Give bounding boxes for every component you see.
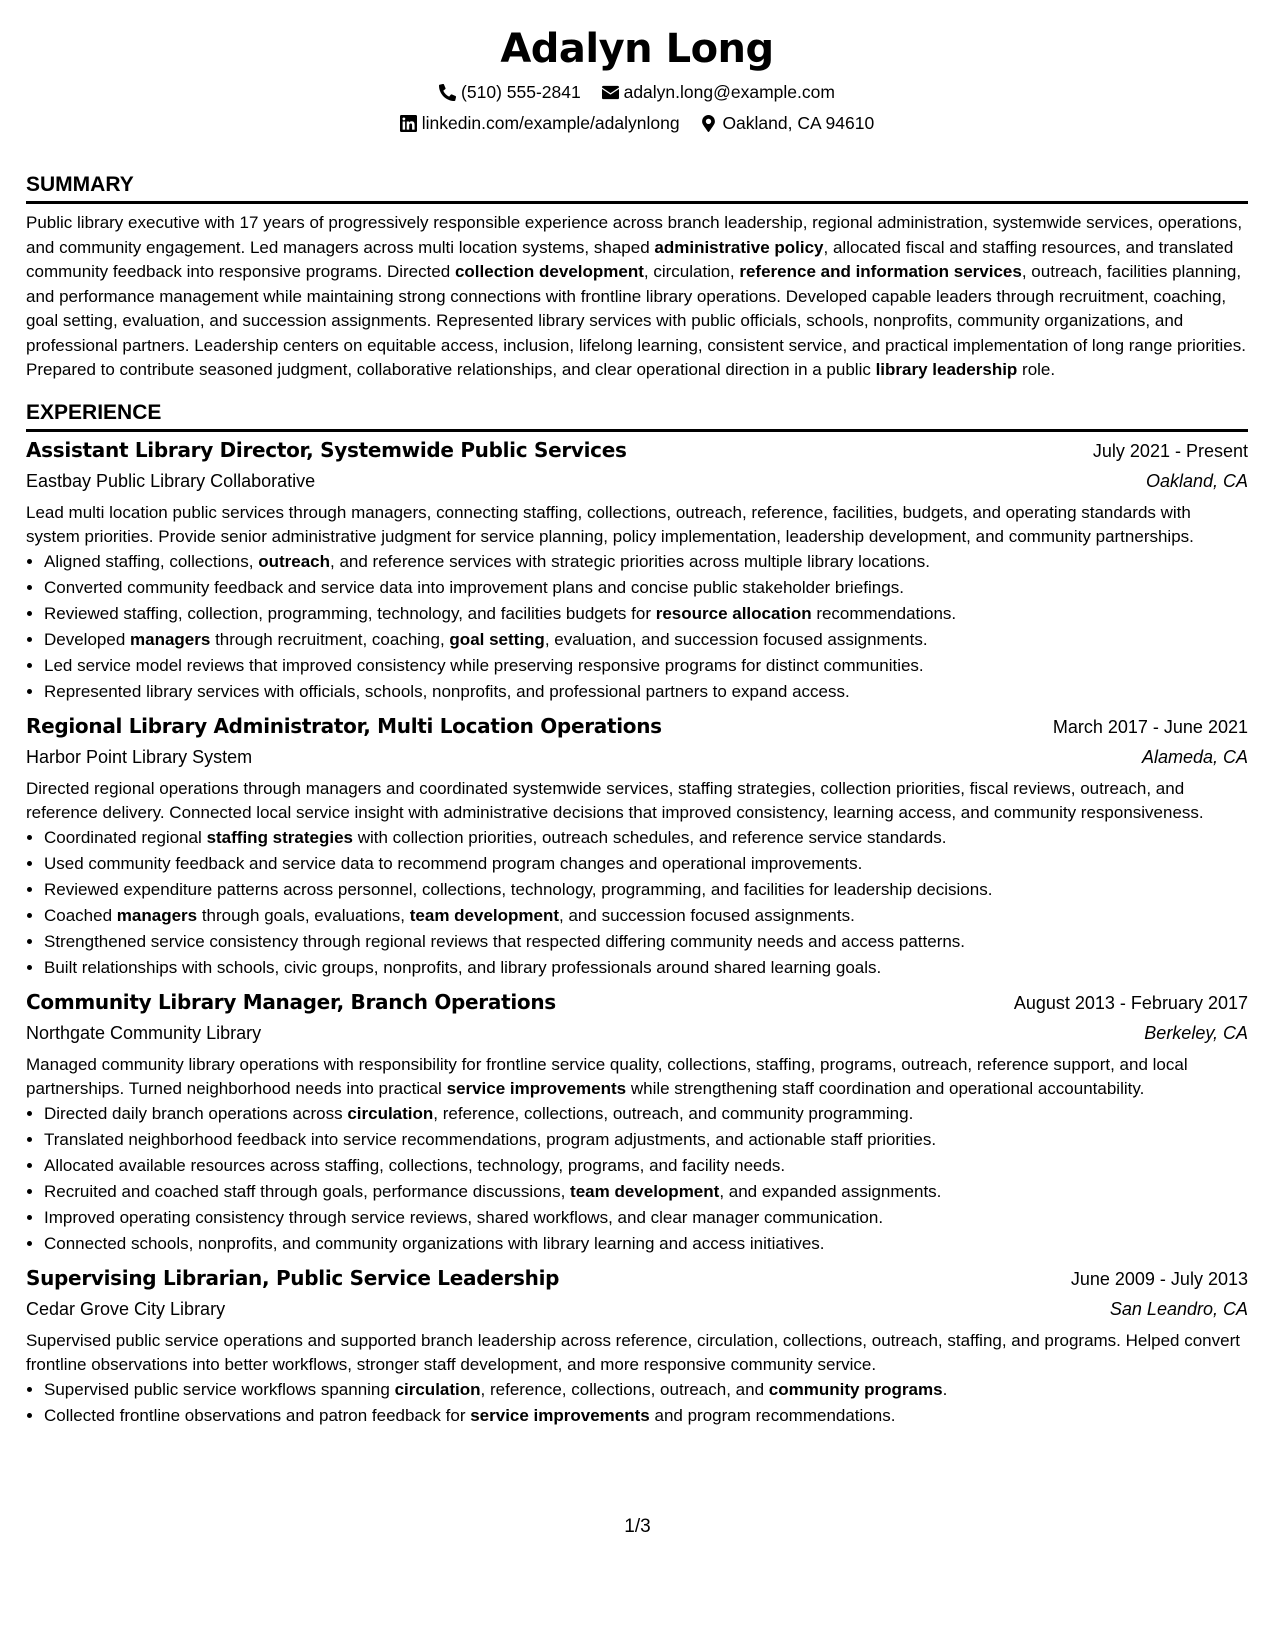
list-item bbox=[44, 601, 1248, 627]
text-run: recommendations. bbox=[811, 603, 957, 623]
text-run: , circulation, bbox=[643, 262, 740, 281]
list-item bbox=[44, 1231, 1248, 1257]
text-run: , and succession focused assignments. bbox=[559, 905, 855, 925]
bold-keyword: reference and information services bbox=[739, 262, 1022, 281]
job-bullets bbox=[26, 825, 1248, 981]
job-description bbox=[26, 1053, 1248, 1101]
text-run: , evaluation, and succession focused assignments. bbox=[544, 629, 928, 649]
contact-email[interactable] bbox=[602, 77, 835, 108]
experience-rule bbox=[26, 429, 1248, 432]
envelope-icon bbox=[602, 84, 619, 101]
text-run: Coordinated regional bbox=[44, 827, 207, 847]
contact-location bbox=[700, 108, 874, 139]
job-organization: Harbor Point Library System bbox=[26, 746, 253, 767]
job-organization: Cedar Grove City Library bbox=[26, 1298, 226, 1319]
text-run: , reference, collections, outreach, and community programming. bbox=[433, 1103, 914, 1123]
job-bullets bbox=[26, 1101, 1248, 1257]
map-marker-icon bbox=[700, 115, 717, 132]
list-item bbox=[44, 549, 1248, 575]
job-location: Oakland, CA bbox=[1145, 470, 1248, 491]
text-run: Used community feedback and service data to recommend program changes and operational improvements. bbox=[44, 853, 863, 873]
list-item bbox=[44, 903, 1248, 929]
candidate-name: Adalyn Long bbox=[500, 26, 774, 72]
text-run: Allocated available resources across staffing, collections, technology, programs, and facility needs. bbox=[44, 1155, 786, 1175]
job-dates: June 2009 - July 2013 bbox=[1070, 1268, 1248, 1289]
linkedin-link[interactable]: linkedin.com/example/adalynlong bbox=[421, 113, 680, 133]
list-item bbox=[44, 1153, 1248, 1179]
list-item bbox=[44, 627, 1248, 653]
job-description bbox=[26, 777, 1248, 825]
text-run: Supervised public service workflows spanning bbox=[44, 1379, 395, 1399]
bold-keyword: collection development bbox=[454, 262, 644, 281]
text-run: , reference, collections, outreach, and bbox=[480, 1379, 769, 1399]
text-run: , and reference services with strategic priorities across multiple library locations. bbox=[330, 551, 930, 571]
text-run: Improved operating consistency through service reviews, shared workflows, and clear manager communication. bbox=[44, 1207, 884, 1227]
bold-keyword: team development bbox=[409, 905, 560, 925]
list-item bbox=[44, 653, 1248, 679]
job-header bbox=[26, 987, 1248, 1018]
summary-text bbox=[26, 211, 1248, 383]
text-run: and program recommendations. bbox=[649, 1405, 896, 1425]
page-number: 1/3 bbox=[624, 1516, 651, 1537]
text-run: Translated neighborhood feedback into service recommendations, program adjustments, and actionable staff priorities. bbox=[44, 1129, 937, 1149]
list-item bbox=[44, 575, 1248, 601]
bold-keyword: managers bbox=[130, 629, 211, 649]
text-run: role. bbox=[1017, 360, 1056, 379]
job-organization: Eastbay Public Library Collaborative bbox=[26, 470, 316, 491]
text-run: Aligned staffing, collections, bbox=[44, 551, 259, 571]
job-header bbox=[26, 435, 1248, 466]
contact-phone bbox=[439, 77, 581, 108]
text-run: Strengthened service consistency through regional reviews that respected differing community needs and access patterns. bbox=[44, 931, 966, 951]
job-dates: March 2017 - June 2021 bbox=[1052, 716, 1248, 737]
bold-keyword: goal setting bbox=[449, 629, 545, 649]
list-item bbox=[44, 955, 1248, 981]
job-description bbox=[26, 1329, 1248, 1377]
experience-list bbox=[26, 435, 1248, 1429]
email-link[interactable]: adalyn.long@example.com bbox=[623, 82, 835, 102]
text-run: Collected frontline observations and patron feedback for bbox=[44, 1405, 471, 1425]
bold-keyword: library leadership bbox=[875, 360, 1018, 379]
text-run: Led service model reviews that improved consistency while preserving responsive programs for distinct communities. bbox=[44, 655, 924, 675]
text-run: Supervised public service operations and supported branch leadership across reference, circulation, collections, outreach, staffing, and programs. Helped convert frontline observations into better workflows, stronger staff development, and more responsive community service. bbox=[26, 1330, 1240, 1374]
bold-keyword: circulation bbox=[347, 1103, 434, 1123]
phone-icon bbox=[439, 84, 456, 101]
job-title: Regional Library Administrator, Multi Location Operations bbox=[26, 713, 662, 738]
text-run: Built relationships with schools, civic groups, nonprofits, and library professionals around shared learning goals. bbox=[44, 957, 882, 977]
list-item bbox=[44, 679, 1248, 705]
job-dates: August 2013 - February 2017 bbox=[1013, 992, 1248, 1013]
job-subheader bbox=[26, 742, 1248, 773]
list-item bbox=[44, 825, 1248, 851]
list-item bbox=[44, 851, 1248, 877]
job-entry bbox=[26, 1263, 1248, 1429]
text-run: Connected schools, nonprofits, and community organizations with library learning and access initiatives. bbox=[44, 1233, 825, 1253]
job-bullets bbox=[26, 549, 1248, 705]
location-text: Oakland, CA 94610 bbox=[722, 113, 875, 133]
job-dates: July 2021 - Present bbox=[1092, 440, 1248, 461]
summary-rule bbox=[26, 201, 1248, 204]
text-run: Lead multi location public services through managers, connecting staffing, collections, outreach, reference, facilities, budgets, and operating standards with system priorities. Provide senior administrative judgment for service planning, policy implementation, leadership development, and community partnerships. bbox=[26, 502, 1194, 546]
text-run: Directed regional operations through managers and coordinated systemwide services, staffing strategies, collection priorities, fiscal reviews, outreach, and reference delivery. Connected local service insight with administrative decisions that improved consistency, learning access, and community responsiveness. bbox=[26, 778, 1204, 822]
text-run: , outreach, facilities planning, and performance management while maintaining strong connections with frontline library operations. Developed capable leaders through recruitment, coaching, goal setting, evaluation, and succession assignments. Represented library services with public officials, schools, nonprofits, community organizations, and professional partners. Leadership centers on equitable access, inclusion, lifelong learning, consistent service, and practical implementation of long range priorities. Prepared to contribute seasoned judgment, collaborative relationships, and clear operational direction in a public bbox=[26, 262, 1246, 379]
text-run: Directed daily branch operations across bbox=[44, 1103, 348, 1123]
summary-heading: SUMMARY bbox=[26, 173, 134, 196]
contact-linkedin[interactable] bbox=[400, 108, 680, 139]
list-item bbox=[44, 1127, 1248, 1153]
text-run: Public library executive with 17 years of progressively responsible experience across branch leadership, regional administration, systemwide services, operations, and community engagement. Led managers across multi location systems, shaped bbox=[26, 213, 1243, 257]
list-item bbox=[44, 1403, 1248, 1429]
list-item bbox=[44, 1101, 1248, 1127]
text-run: Represented library services with officials, schools, nonprofits, and professional partners to expand access. bbox=[44, 681, 850, 701]
job-entry bbox=[26, 987, 1248, 1257]
text-run: through recruitment, coaching, bbox=[210, 629, 450, 649]
job-subheader bbox=[26, 1294, 1248, 1325]
text-run: Reviewed expenditure patterns across personnel, collections, technology, programming, and facilities for leadership decisions. bbox=[44, 879, 993, 899]
job-location: Berkeley, CA bbox=[1144, 1022, 1248, 1043]
text-run: Developed bbox=[44, 629, 131, 649]
list-item bbox=[44, 1179, 1248, 1205]
contact-row-2 bbox=[26, 108, 1248, 139]
text-run: Reviewed staffing, collection, programming, technology, and facilities budgets for bbox=[44, 603, 656, 623]
bold-keyword: service improvements bbox=[470, 1405, 650, 1425]
job-header bbox=[26, 711, 1248, 742]
list-item bbox=[44, 929, 1248, 955]
job-title: Assistant Library Director, Systemwide Public Services bbox=[26, 437, 627, 462]
text-run: , allocated fiscal and staffing resources, and translated community feedback into responsive programs. Directed bbox=[26, 237, 1234, 281]
job-subheader bbox=[26, 466, 1248, 497]
text-run: Managed community library operations with responsibility for frontline service quality, collections, staffing, programs, outreach, reference support, and local partnerships. Turned neighborhood needs into practical bbox=[26, 1054, 1188, 1098]
contact-row-1 bbox=[26, 77, 1248, 108]
text-run: through goals, evaluations, bbox=[197, 905, 410, 925]
resume-page bbox=[26, 0, 1248, 1429]
bold-keyword: administrative policy bbox=[654, 237, 824, 257]
job-organization: Northgate Community Library bbox=[26, 1022, 262, 1043]
text-run: with collection priorities, outreach schedules, and reference service standards. bbox=[353, 827, 947, 847]
text-run: Recruited and coached staff through goals, performance discussions, bbox=[44, 1181, 571, 1201]
job-subheader bbox=[26, 1018, 1248, 1049]
job-entry bbox=[26, 435, 1248, 705]
bold-keyword: outreach bbox=[258, 551, 330, 571]
job-title: Supervising Librarian, Public Service Leadership bbox=[26, 1265, 560, 1290]
list-item bbox=[44, 1205, 1248, 1231]
text-run: , and expanded assignments. bbox=[719, 1181, 942, 1201]
job-title: Community Library Manager, Branch Operations bbox=[26, 989, 556, 1014]
job-location: San Leandro, CA bbox=[1109, 1298, 1248, 1319]
job-description bbox=[26, 501, 1248, 549]
bold-keyword: resource allocation bbox=[655, 603, 812, 623]
text-run: Converted community feedback and service data into improvement plans and concise public stakeholder briefings. bbox=[44, 577, 904, 597]
text-run: while strengthening staff coordination and operational accountability. bbox=[626, 1078, 1145, 1098]
text-run: Coached bbox=[44, 905, 117, 925]
list-item bbox=[44, 877, 1248, 903]
text-run: . bbox=[942, 1379, 948, 1399]
bold-keyword: community programs bbox=[768, 1379, 943, 1399]
bold-keyword: team development bbox=[570, 1181, 720, 1201]
experience-heading: EXPERIENCE bbox=[26, 400, 162, 424]
job-bullets bbox=[26, 1377, 1248, 1429]
list-item bbox=[44, 1377, 1248, 1403]
bold-keyword: circulation bbox=[394, 1379, 481, 1399]
bold-keyword: managers bbox=[116, 905, 198, 925]
linkedin-icon bbox=[400, 115, 417, 132]
job-entry bbox=[26, 711, 1248, 981]
phone-text: (510) 555-2841 bbox=[461, 82, 581, 102]
job-location: Alameda, CA bbox=[1141, 746, 1248, 767]
bold-keyword: staffing strategies bbox=[206, 827, 353, 847]
job-header bbox=[26, 1263, 1248, 1294]
bold-keyword: service improvements bbox=[446, 1078, 627, 1098]
